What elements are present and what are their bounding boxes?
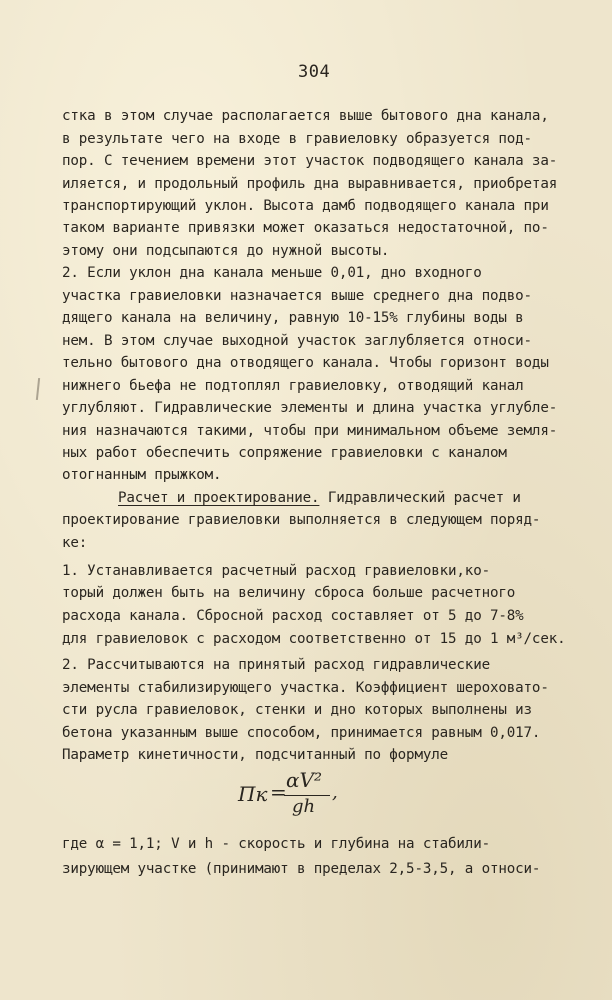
text-line: Параметр кинетичности, подсчитанный по формуле — [62, 747, 449, 763]
text-line: проектирование гравиеловки выполняется в следующем поряд- — [62, 512, 541, 528]
text-line: транспортирующий уклон. Высота дамб подводящего канала при — [62, 198, 549, 214]
section-heading-line — [118, 490, 521, 506]
text-line: этому они подсыпаются до нужной высоты. — [62, 243, 390, 259]
text-line: пор. С течением времени этот участок подводящего канала за- — [62, 153, 558, 169]
text-line: нем. В этом случае выходной участок заглубляется относи- — [62, 333, 532, 349]
text-line: ных работ обеспечить сопряжение гравиеловки с каналом — [62, 445, 507, 461]
text-line: участка гравиеловки назначается выше среднего дна подво- — [62, 288, 532, 304]
formula-numerator: αV² — [286, 768, 322, 792]
margin-pencil-mark — [36, 378, 40, 400]
text-line: ния назначаются такими, чтобы при минимальном объеме земля- — [62, 423, 558, 439]
formula-denominator: gh — [292, 796, 316, 817]
text-line: где α = 1,1; V и h - скорость и глубина на стабили- — [62, 836, 490, 852]
text-line: стка в этом случае располагается выше бытового дна канала, — [62, 108, 549, 124]
page-number: 304 — [298, 62, 331, 82]
text-line: углубляют. Гидравлические элементы и длина участка углубле- — [62, 400, 558, 416]
formula-lhs: Пк — [238, 782, 268, 806]
text-line: зирующем участке (принимают в пределах 2,5-3,5, а относи- — [62, 861, 541, 877]
text-line: бетона указанным выше способом, принимается равным 0,017. — [62, 725, 541, 741]
text-line: расхода канала. Сбросной расход составляет от 5 до 7-8% — [62, 608, 524, 624]
text-line: тельно бытового дна отводящего канала. Чтобы горизонт воды — [62, 355, 549, 371]
formula-equals: = — [270, 780, 287, 804]
text-line: 2. Рассчитываются на принятый расход гидравлические — [62, 657, 490, 673]
text-line: в результате чего на входе в гравиеловку образуется под- — [62, 131, 532, 147]
text-line: 1. Устанавливается расчетный расход гравиеловки,ко- — [62, 563, 490, 579]
text-line: 2. Если уклон дна канала меньше 0,01, дно входного — [62, 265, 482, 281]
text-line: таком варианте привязки может оказаться недостаточной, по- — [62, 220, 549, 236]
text-line: дящего канала на величину, равную 10-15% глубины воды в — [62, 310, 524, 326]
section-heading: Расчет и проектирование. — [118, 490, 320, 506]
text-line: для гравиеловок с расходом соответственно от 15 до 1 м³/сек. — [62, 631, 566, 647]
text-line: элементы стабилизирующего участка. Коэффициент шероховато- — [62, 680, 549, 696]
text-line: торый должен быть на величину сброса больше расчетного — [62, 585, 516, 601]
text-line: отогнанным прыжком. — [62, 467, 222, 483]
text-line: иляется, и продольный профиль дна выравнивается, приобретая — [62, 176, 558, 192]
text-line: нижнего бьефа не подтоплял гравиеловку, отводящий канал — [62, 378, 524, 394]
text-line: сти русла гравиеловок, стенки и дно которых выполнены из — [62, 702, 532, 718]
formula-trailing-comma: , — [332, 782, 338, 803]
text-line: ке: — [62, 535, 88, 551]
section-heading-continuation: Гидравлический расчет и — [327, 490, 521, 506]
kinetic-parameter-formula — [238, 768, 348, 818]
